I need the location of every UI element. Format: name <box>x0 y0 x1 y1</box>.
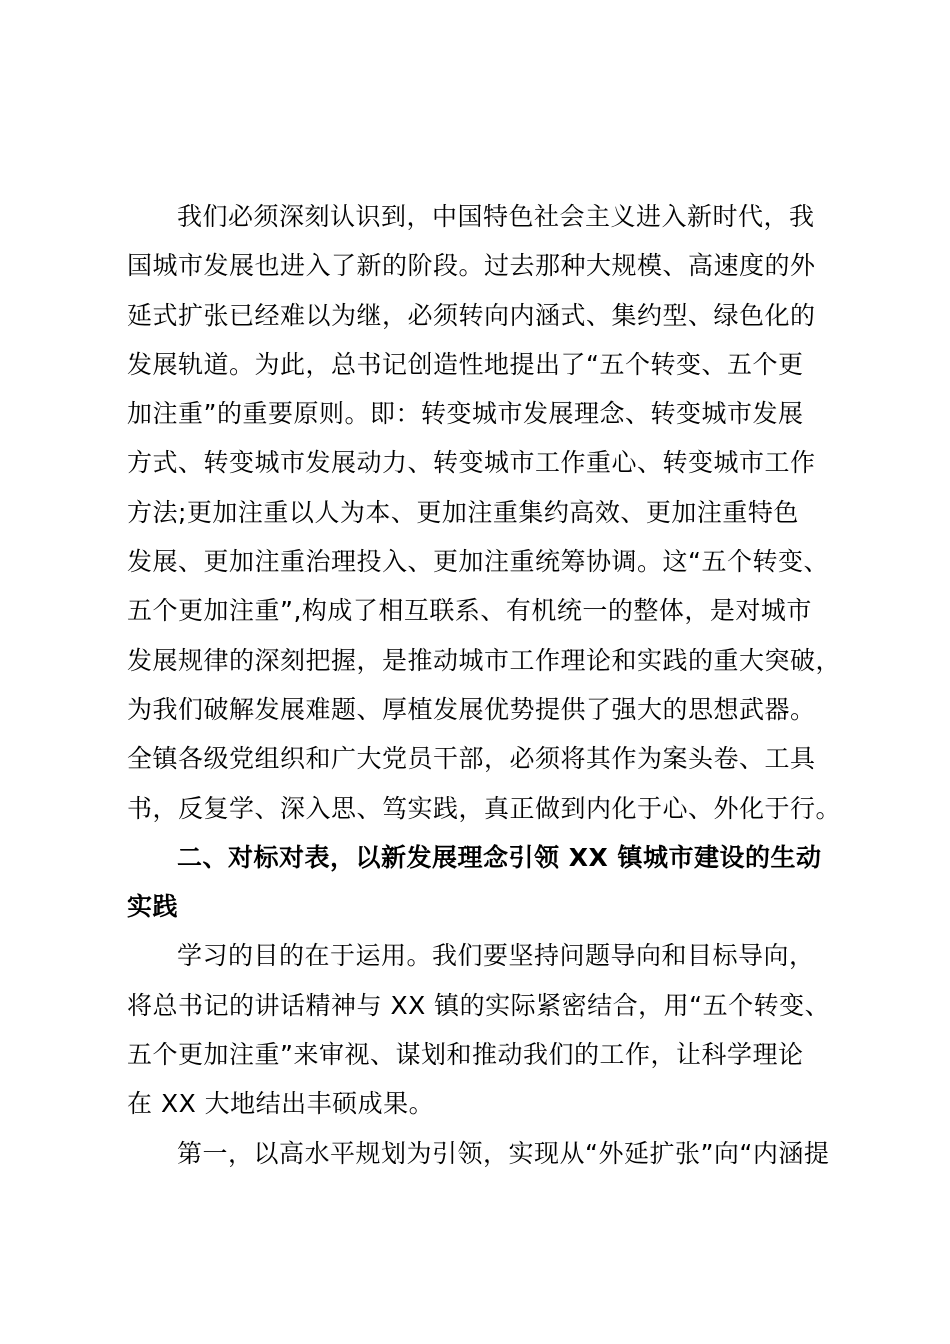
paragraph-line: 方式、转变城市发展动力、转变城市工作重心、转变城市工作 <box>127 448 816 478</box>
paragraph-line: 在 XX 大地结出丰硕成果。 <box>127 1089 435 1119</box>
paragraph-line: 发展、更加注重治理投入、更加注重统筹协调。这“五个转变、 <box>127 547 829 577</box>
heading-line: 实践 <box>127 892 179 922</box>
paragraph-line: 五个更加注重”,构成了相互联系、有机统一的整体，是对城市 <box>127 596 812 626</box>
paragraph-line: 全镇各级党组织和广大党员干部，必须将其作为案头卷、工具 <box>127 744 816 774</box>
paragraph-line: 延式扩张已经难以为继，必须转向内涵式、集约型、绿色化的 <box>127 300 816 330</box>
paragraph-line: 加注重”的重要原则。即：转变城市发展理念、转变城市发展 <box>127 399 804 429</box>
paragraph-2 <box>127 931 837 1128</box>
paragraph-line: 五个更加注重”来审视、谋划和推动我们的工作，让科学理论 <box>127 1040 804 1070</box>
paragraph-line: 将总书记的讲话精神与 XX 镇的实际紧密结合，用“五个转变、 <box>127 990 831 1020</box>
paragraph-line: 为我们破解发展难题、厚植发展优势提供了强大的思想武器。 <box>127 694 816 724</box>
paragraph-line: 国城市发展也进入了新的阶段。过去那种大规模、高速度的外 <box>127 251 816 281</box>
paragraph-line: 第一，以高水平规划为引领，实现从“外延扩张”向“内涵提 <box>177 1138 830 1168</box>
section-heading-2 <box>127 833 837 932</box>
document-page <box>127 192 842 1178</box>
paragraph-3 <box>127 1129 837 1178</box>
paragraph-line: 我们必须深刻认识到，中国特色社会主义进入新时代，我 <box>177 202 815 231</box>
heading-line: 二、对标对表，以新发展理念引领 XX 镇城市建设的生动 <box>177 842 822 872</box>
paragraph-line: 发展规律的深刻把握，是推动城市工作理论和实践的重大突破， <box>127 645 842 675</box>
paragraph-line: 书，反复学、深入思、笃实践，真正做到内化于心、外化于行。 <box>127 793 842 823</box>
paragraph-line: 学习的目的在于运用。我们要坚持问题导向和目标导向， <box>177 941 815 971</box>
paragraph-1 <box>127 192 842 833</box>
paragraph-line: 方法;更加注重以人为本、更加注重集约高效、更加注重特色 <box>127 497 799 527</box>
paragraph-line: 发展轨道。为此，总书记创造性地提出了“五个转变、五个更 <box>127 349 804 379</box>
